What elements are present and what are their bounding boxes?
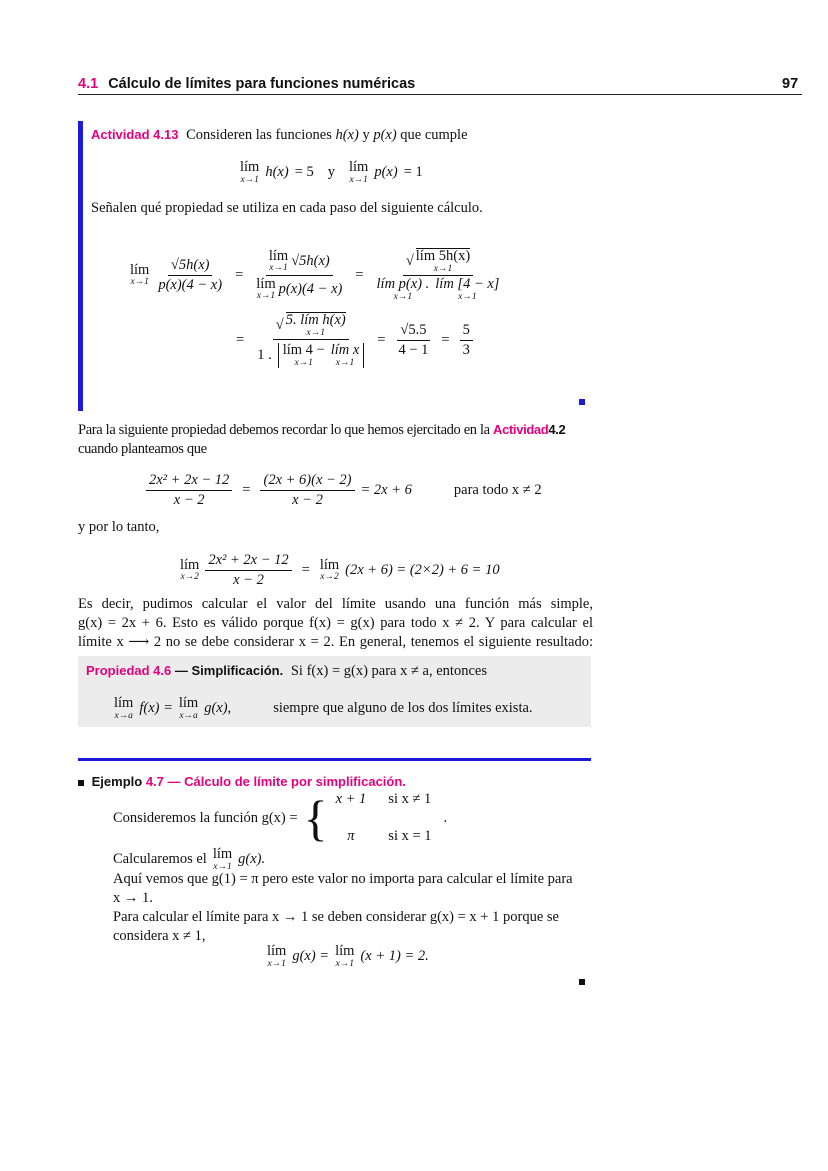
example-heading: Ejemplo 4.7 — Cálculo de límite por simplificación. (78, 774, 406, 789)
page-number: 97 (782, 76, 799, 92)
property-formula: lím x→a f(x) = lím x→a g(x), siempre que alguno de los dos límites exista. (114, 695, 533, 721)
equation-factorization: $\frac{\text{2x² + 2x − 12}}{x - 2}$ = $\frac{(2x + 6)(x - 2)}{x - 2}$ = 2x + 6 para todo x ≠ 2 (146, 472, 542, 508)
frac-step4: √ 5. lím h(x) x→1 1 . lím 4 − x→1 lím x x→1 (254, 312, 367, 368)
activity-end-marker (579, 399, 585, 405)
example-separator (78, 758, 591, 761)
activity-derivation-line1: lím x→1 $\frac{√5h(x)}{p(x)(4 - x)}$ = lím x→1 √5h(x) lím x→1 p(x)(4 − x) = √ lím 5h(x) x→1 lím p(x) . x→1 lím [4 − x] x→1 (130, 248, 502, 302)
property-heading: Propiedad 4.6 — Simplificación. Si f(x) = g(x) para x ≠ a, entonces (86, 663, 487, 679)
frac-result: $\frac{5}{3}$ (460, 322, 473, 358)
frac-step3: √ lím 5h(x) x→1 lím p(x) . x→1 lím [4 − x] x→1 (376, 248, 500, 302)
example-final-equation: lím x→1 g(x) = lím x→1 (x + 1) = 2. (267, 943, 429, 969)
activity-given-limits: lím x→1 h(x) = 5 y lím x→1 p(x) = 1 (240, 159, 423, 185)
activity-derivation-line2: = √ 5. lím h(x) x→1 1 . lím 4 − x→1 lím x x→1 = $\frac{√5.5}{4 - 1}$ = $\frac{5}{3}$ (232, 312, 473, 368)
therefore-text: y por lo tanto, (78, 519, 160, 535)
frac-step5: $\frac{√5.5}{4 - 1}$ (398, 321, 429, 358)
activity-sidebar-bar (78, 121, 83, 411)
header-rule (78, 94, 802, 95)
running-header (78, 76, 415, 92)
section-title: Cálculo de límites para funciones numéricas (108, 76, 416, 92)
example-bullet (78, 780, 84, 786)
example-calc-line: Calcularemos el lím x→1 g(x). (113, 846, 266, 872)
activity-label: Actividad 4.13 (91, 127, 179, 142)
example-observation: Aquí vemos que g(1) = π pero este valor no importa para calcular el límite para x → 1. Para calcular el límite para x → 1 se deben considerar g(x) = x + 1 porque se considera x ≠ 1, (113, 871, 573, 944)
activity-intro: Actividad 4.13 Consideren las funciones h(x) y p(x) que cumple (91, 127, 468, 143)
activity-instruction: Señalen qué propiedad se utiliza en cada paso del siguiente cálculo. (91, 200, 483, 216)
paragraph-recall: Para la siguiente propiedad debemos recordar lo que hemos ejercitado en la Actividad4.2 cuando planteamos que (78, 422, 566, 457)
section-number: 4.1 (78, 76, 99, 92)
equation-limit-example: lím x→2 $\frac{\text{2x² + 2x − 12}}{x - 2}$ = lím x→2 (2x + 6) = (2×2) + 6 = 10 (180, 552, 500, 588)
paragraph-explanation: Es decir, pudimos calcular el valor del límite usando una función más simple, g(x) = 2x + 6. Esto es válido porque f(x) = g(x) para todo x ≠ 2. Y para calcular el límite x ⟶ 2 no se debe considerar x = 2. En general, tenemos el siguiente resultado: (78, 596, 593, 650)
frac-step1: $\frac{√5h(x)}{p(x)(4 - x)}$ (158, 256, 223, 293)
frac-step2: lím x→1 √5h(x) lím x→1 p(x)(4 − x) (256, 247, 343, 301)
example-end-marker (579, 979, 585, 985)
example-piecewise: Consideremos la función g(x) = { x + 1 si x ≠ 1 π si x = 1 . (113, 790, 448, 846)
